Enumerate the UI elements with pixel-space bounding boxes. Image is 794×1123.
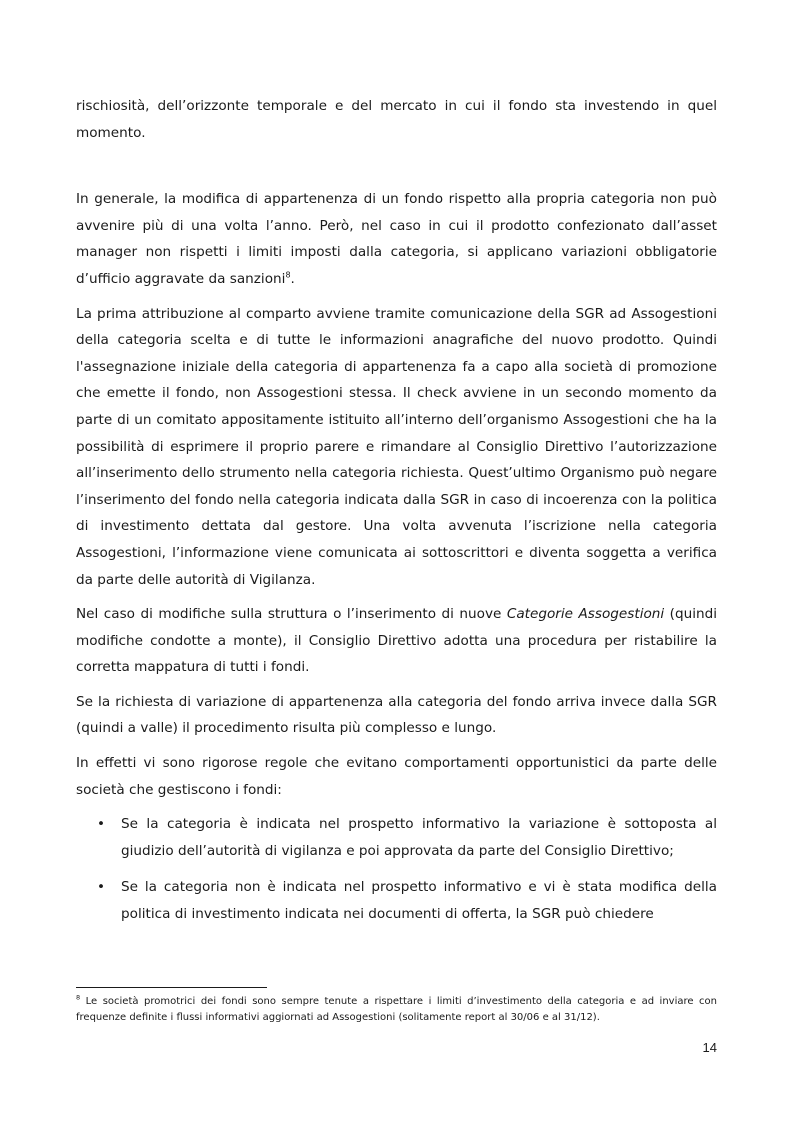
footnote-number: 8	[76, 993, 81, 1002]
bullet-icon: •	[97, 879, 106, 896]
page-number: 14	[702, 1040, 717, 1055]
list-item	[76, 874, 717, 927]
paragraph-end-punctuation: .	[290, 270, 295, 287]
categorie-assogestioni-term: Categorie Assogestioni	[506, 606, 665, 623]
list-item-text: Se la categoria è indicata nel prospetto informativo la variazione è sottoposta al giudizio dell’autorità di vigilanza e poi approvata da parte del Consiglio Direttivo;	[121, 816, 717, 859]
paragraph-continuation: rischiosità, dell’orizzonte temporale e del mercato in cui il fondo sta investendo in quel momento.	[76, 98, 717, 141]
rules-bullet-list	[76, 811, 717, 927]
paragraph-sgr-request: Se la richiesta di variazione di appartenenza alla categoria del fondo arriva invece dalla SGR (quindi a valle) il procedimento risulta più complesso e lungo.	[76, 693, 717, 737]
paragraph-structure-changes-before: Nel caso di modifiche sulla struttura o l’inserimento di nuove	[76, 606, 507, 623]
footnote-text: Le società promotrici dei fondi sono sempre tenute a rispettare i limiti d’investimento della categoria e ad inviare con frequenze definite i flussi informativi aggiornati ad Assogestioni (solitamente report al 30/06 e al 31/12).	[76, 996, 717, 1023]
list-item-text: Se la categoria non è indicata nel prospetto informativo e vi è stata modifica della politica di investimento indicata nei documenti di offerta, la SGR può chiedere	[121, 879, 717, 923]
paragraph-category-change-text: In generale, la modifica di appartenenza di un fondo rispetto alla propria categoria non può avvenire più di una volta l’anno. Però, nel caso in cui il prodotto confezionato dall’asset manager non rispetti i limiti imposti dalla categoria, si applicano variazioni obbligatorie d’ufficio aggravate da sanzioni	[76, 191, 717, 287]
bullet-icon: •	[97, 816, 106, 833]
footnote	[76, 994, 717, 1025]
page-body	[76, 93, 717, 938]
paragraph-structure-changes-after: (quindi modifiche condotte a monte), il Consiglio Direttivo adotta una procedura per ristabilire la corretta mappatura di tutti i fondi.	[76, 606, 718, 676]
paragraph-first-attribution: La prima attribuzione al comparto avviene tramite comunicazione della SGR ad Assogestioni della categoria scelta e di tutte le informazioni anagrafiche del nuovo prodotto. Quindi l'assegnazione iniziale della categoria di appartenenza fa a capo alla società di promozione che emette il fondo, non Assogestioni stessa. Il check avviene in un secondo momento da parte di un comitato appositamente istituito all’interno dell’organismo Assogestioni che ha la possibilità di esprimere il proprio parere e rimandare al Consiglio Direttivo l’autorizzazione all’inserimento dello strumento nella categoria richiesta. Quest’ultimo Organismo può negare l’inserimento del fondo nella categoria indicata dalla SGR in caso di incoerenza con la politica di investimento dettata dal gestore. Una volta avvenuta l’iscrizione nella categoria Assogestioni, l’informazione viene comunicata ai sottoscrittori e diventa soggetta a verifica da parte delle autorità di Vigilanza.	[76, 305, 717, 588]
footnote-reference: 8	[285, 270, 291, 280]
paragraph-structure-changes	[76, 601, 717, 681]
list-item	[76, 811, 717, 864]
paragraph-rules-intro: In effetti vi sono rigorose regole che evitano comportamenti opportunistici da parte delle società che gestiscono i fondi:	[76, 755, 717, 798]
footnote-divider	[76, 987, 267, 988]
paragraph-category-change	[76, 186, 717, 292]
